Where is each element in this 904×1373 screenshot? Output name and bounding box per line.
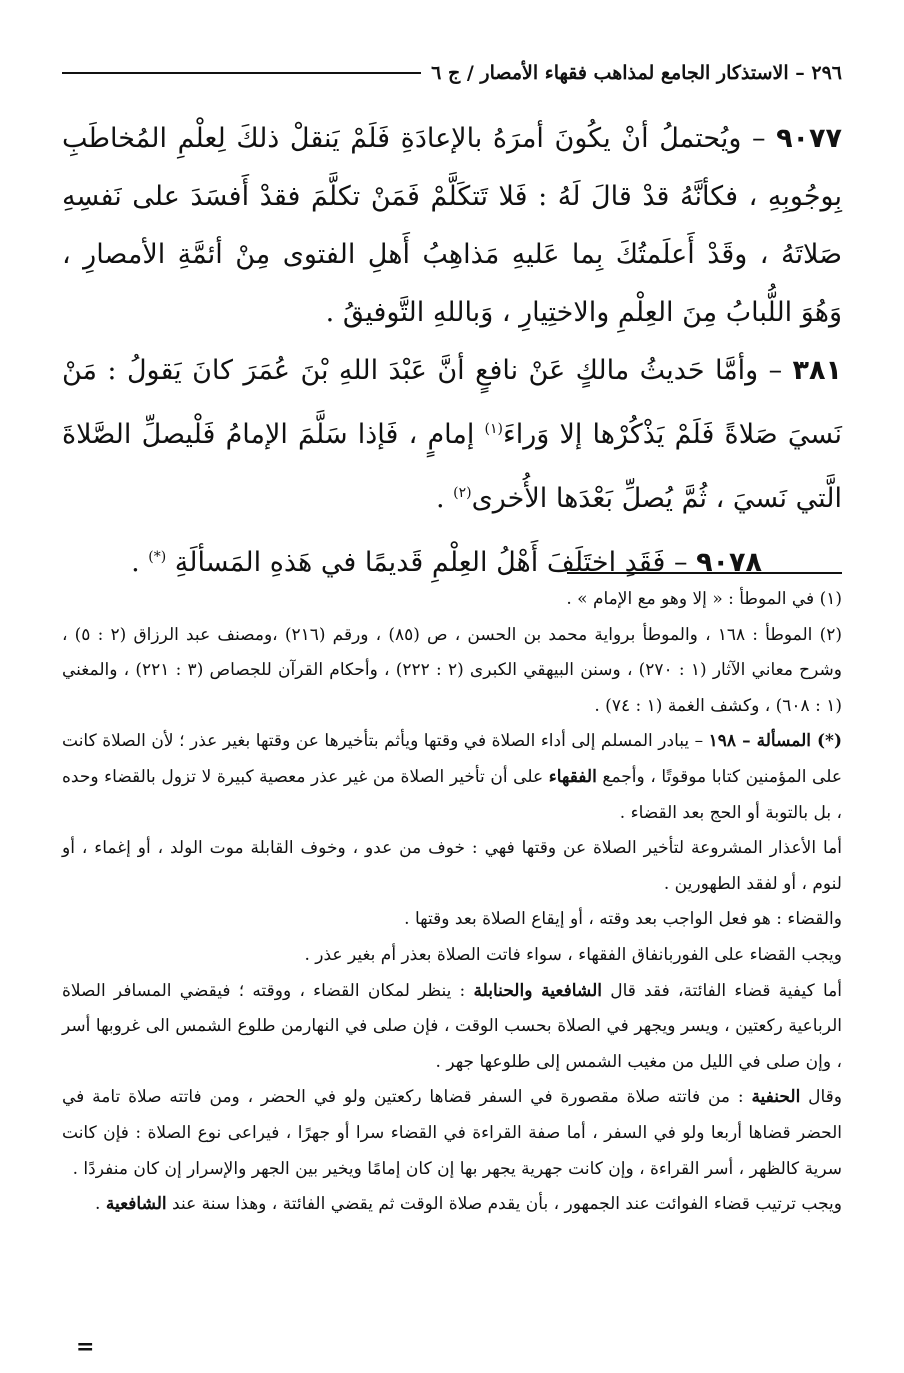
issue-shafii-hanbali bbox=[62, 974, 842, 1081]
continuation-mark: = bbox=[76, 1334, 95, 1360]
paragraph-9077 bbox=[62, 110, 842, 342]
text: : ينظر لمكان القضاء ، ووقته ؛ فيقضي المسافر الصلاة الرباعية ركعتين ، ويسر ويجهر في الصلاة بحسب الوقت ، فإن صلى في النهارمن طلوع الشمس الى غروبها أسر ، وإن صلى في الليل من مغيب الشمس إلى طلوعها جهر . bbox=[62, 980, 842, 1072]
paragraph-text: – وأمَّا حَديثُ مالكٍ عَنْ نافعٍ أنَّ عَبْدَ اللهِ بْنَ عُمَرَ كانَ يَقولُ : مَنْ نَسيَ صَلاةً فَلَمْ يَذْكُرْها إلا وَراءَ bbox=[62, 355, 843, 450]
running-header bbox=[62, 58, 842, 88]
text: . bbox=[95, 1194, 106, 1215]
issue-bold-term: الفقهاء bbox=[548, 766, 597, 787]
issue-excuses: أما الأعذار المشروعة لتأخير الصلاة عن وقتها فهي : خوف من عدو ، وخوف القابلة موت الولد ، أو إغماء ، أو لنوم ، أو لفقد الطهورين . bbox=[62, 838, 842, 894]
issue-label: (*) المسألة – ١٩٨ bbox=[708, 731, 842, 752]
text: : من فاتته صلاة مقصورة في السفر قضاها ركعتين ولو في الحضر ، ومن فاتته صلاة تامة في الحضر قضاها أربعا ولو في السفر ، أما صفة القراءة في القضاء سرا أو جهرًا ، فيراعى نوع الصلاة : فإن كانت سرية كالظهر ، أسر القراءة ، وإن كانت جهرية يجهر بها إن كان إمامًا ويخير بين الجهر والإسرار إن كان منفردًا . bbox=[62, 1087, 842, 1179]
footnote-2: (٢) الموطأ : ١٦٨ ، والموطأ برواية محمد بن الحسن ، ص (٨٥) ، ورقم (٢١٦) ،ومصنف عبد الرزاق (٢ : ٥) ، وشرح معاني الآثار (١ : ٢٧٠) ، وسنن البيهقي الكبرى (٢ : ٢٢٢) ، وأحكام القرآن للجصاص (٣ : ٢٢١) ، والمغني (١ : ٦٠٨) ، وكشف الغمة (١ : ٧٤) . bbox=[62, 624, 842, 716]
paragraph-381 bbox=[62, 342, 842, 528]
issue-qada-definition: والقضاء : هو فعل الواجب بعد وقته ، أو إيقاع الصلاة بعد وقتها . bbox=[404, 909, 842, 930]
footnote-ref-star[interactable]: (*) bbox=[148, 549, 167, 565]
issue-hanafi bbox=[62, 1080, 842, 1187]
school-name: الشافعية bbox=[105, 1194, 167, 1215]
footnote-ref-2[interactable]: (٢) bbox=[453, 485, 472, 501]
text: أما كيفية قضاء الفائتة، فقد قال bbox=[601, 980, 843, 1001]
header-title: ٢٩٦ – الاستذكار الجامع لمذاهب فقهاء الأمصار / ج ٦ bbox=[431, 62, 842, 84]
hadith-number: ٣٨١ bbox=[792, 355, 842, 386]
footnote-ref-1[interactable]: (١) bbox=[484, 421, 503, 437]
issue-qada-obligation: ويجب القضاء على الفوربانفاق الفقهاء ، سواء فاتت الصلاة بعذر أم بغير عذر . bbox=[304, 944, 842, 965]
text: وقال bbox=[800, 1087, 842, 1108]
school-name: الشافعية والحنابلة bbox=[473, 980, 602, 1001]
footnote-1: (١) في الموطأ : « إلا وهو مع الإمام » . bbox=[566, 589, 842, 609]
footnote-rule bbox=[567, 572, 842, 574]
issue-text-cont: على أن تأخير الصلاة من غير عذر معصية كبيرة لا تزول بالقضاء وحده ، بل بالتوبة أو الحج بعد القضاء . bbox=[62, 766, 842, 823]
paragraph-end: . bbox=[131, 547, 149, 578]
footnote-issue-198 bbox=[62, 724, 842, 831]
paragraph-number: ٩٠٧٨ bbox=[696, 547, 762, 578]
main-text bbox=[62, 110, 842, 592]
paragraph-end: . bbox=[436, 483, 454, 514]
footnotes bbox=[62, 582, 842, 1223]
paragraph-text: – فَقَدِ اختَلَفَ أَهْلُ العِلْمِ قَديمًا في هَذهِ المَسألَةِ bbox=[166, 547, 697, 578]
paragraph-text: – ويُحتملُ أنْ يكُونَ أمرَهُ بالإعادَةِ فَلَمْ يَنقلْ ذلكَ لِعلْمِ المُخاطَبِ بِوجُوبِهِ ، فكأنَّهُ قدْ قالَ لَهُ : فَلا تَتكَلَّمْ فَمَنْ تكلَّمَ فقدْ أَفسَدَ على نَفسِهِ صَلاتَهُ ، وقَدْ أَعلَمتُكَ بِما عَليهِ مَذاهِبُ أَهلِ الفتوى مِنْ أئمَّةِ الأمصارِ ، وَهُوَ اللُّبابُ مِنَ العِلْمِ والاختِيارِ ، وَباللهِ التَّوفيقُ . bbox=[62, 123, 842, 328]
text: ويجب ترتيب قضاء الفوائت عند الجمهور ، بأن يقدم صلاة الوقت ثم يقضي الفائتة ، وهذا سنة عند bbox=[166, 1194, 842, 1215]
issue-order bbox=[62, 1187, 842, 1223]
school-name: الحنفية bbox=[751, 1087, 801, 1108]
paragraph-number: ٩٠٧٧ bbox=[776, 123, 842, 154]
issue-text: – يبادر المسلم إلى أداء الصلاة في وقتها ويأثم بتأخيرها عن وقتها بغير عذر ؛ لأن الصلاة كانت على المؤمنين كتابا موقوتًا ، وأجمع bbox=[62, 731, 842, 787]
paragraph-text-cont: إمامٍ ، فَإذا سَلَّمَ الإمامُ فَلْيصلِّ الصَّلاةَ الَّتي نَسيَ ، ثُمَّ يُصلِّ بَعْدَها الأُخرى bbox=[62, 419, 842, 514]
header-rule bbox=[62, 72, 421, 74]
